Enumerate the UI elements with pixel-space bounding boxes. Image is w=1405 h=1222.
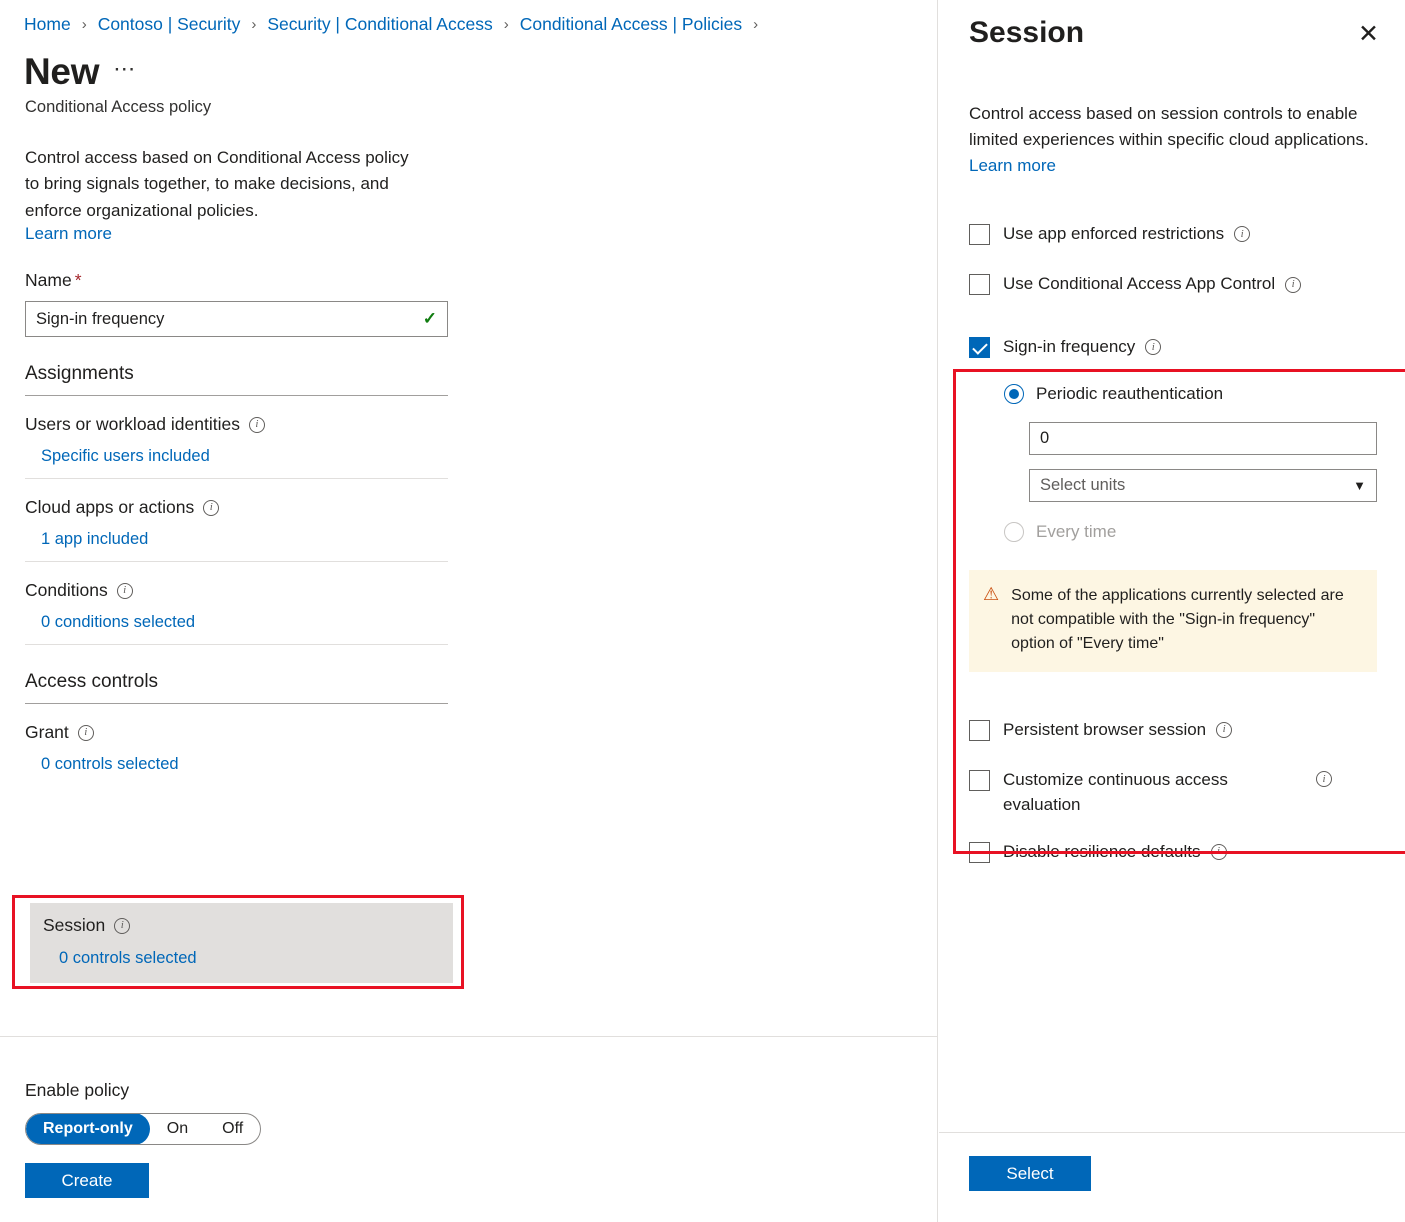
- page-header: [0, 35, 937, 90]
- page-subtitle: Conditional Access policy: [25, 98, 212, 116]
- breadcrumb-separator-icon: ›: [753, 16, 759, 33]
- option-label-wrapper: [1003, 222, 1250, 247]
- select-button[interactable]: Select: [969, 1156, 1091, 1191]
- session-panel-title: Session: [969, 16, 1085, 49]
- info-icon[interactable]: i: [1216, 722, 1232, 738]
- checkbox-disable-resilience-defaults[interactable]: [969, 842, 990, 863]
- toggle-option-report-only[interactable]: Report-only: [26, 1113, 150, 1145]
- info-icon[interactable]: i: [1285, 277, 1301, 293]
- option-label: Disable resilience defaults: [1003, 841, 1201, 861]
- option-customize-continuous-access-evaluation[interactable]: [939, 768, 1405, 817]
- form-description: Control access based on Conditional Access policy to bring signals together, to make decisions, and enforce organizational policies.: [25, 148, 409, 220]
- warning-text: Some of the applications currently selected are not compatible with the "Sign-in frequency" option of "Every time": [1011, 586, 1344, 652]
- assignment-row-cloud-apps: [25, 479, 448, 562]
- checkbox-customize-continuous-access-evaluation[interactable]: [969, 770, 990, 791]
- session-panel-footer: [939, 1132, 1405, 1222]
- grant-label-row: [25, 704, 448, 743]
- cloud-apps-label-row: [25, 479, 448, 518]
- conditions-value-link[interactable]: 0 conditions selected: [41, 613, 196, 632]
- option-disable-resilience-defaults[interactable]: [939, 840, 1405, 865]
- breadcrumb: [0, 0, 937, 35]
- users-value-link[interactable]: Specific users included: [41, 447, 210, 466]
- info-icon[interactable]: i: [114, 918, 130, 934]
- cloud-apps-value-link[interactable]: 1 app included: [41, 530, 149, 549]
- checkbox-use-app-enforced-restrictions[interactable]: [969, 224, 990, 245]
- option-persistent-browser-session[interactable]: [939, 718, 1405, 743]
- chevron-down-icon: ▼: [1353, 477, 1366, 493]
- info-icon[interactable]: i: [1234, 226, 1250, 242]
- checkbox-persistent-browser-session[interactable]: [969, 720, 990, 741]
- page-title: New: [24, 51, 100, 92]
- option-label-wrapper: [1003, 840, 1227, 865]
- info-icon[interactable]: i: [1145, 339, 1161, 355]
- enable-policy-label: Enable policy: [25, 1080, 130, 1100]
- option-label: Sign-in frequency: [1003, 336, 1136, 356]
- grant-value-link[interactable]: 0 controls selected: [41, 755, 179, 774]
- name-label-text: Name: [25, 270, 72, 291]
- create-button[interactable]: Create: [25, 1163, 149, 1198]
- radio-every-time-label: Every time: [1036, 521, 1117, 541]
- info-icon[interactable]: i: [1211, 844, 1227, 860]
- option-label: Use app enforced restrictions: [1003, 223, 1225, 243]
- radio-periodic-reauthentication[interactable]: [1004, 384, 1024, 404]
- option-label: Use Conditional Access App Control: [1003, 274, 1276, 294]
- access-control-row-grant: [25, 704, 448, 786]
- toggle-option-on[interactable]: On: [166, 1120, 189, 1137]
- required-indicator: *: [74, 270, 82, 291]
- units-dropdown[interactable]: [1029, 469, 1377, 502]
- access-control-row-session[interactable]: [30, 903, 453, 983]
- users-label: Users or workload identities: [25, 414, 240, 435]
- checkbox-use-conditional-access-app-control[interactable]: [969, 274, 990, 295]
- grant-label: Grant: [25, 722, 69, 743]
- radio-every-time-row[interactable]: [939, 522, 1405, 542]
- session-value-link[interactable]: 0 controls selected: [59, 949, 197, 967]
- session-panel-header: [939, 0, 1405, 53]
- close-icon[interactable]: ✕: [1358, 20, 1379, 48]
- breadcrumb-item-home[interactable]: Home: [24, 14, 71, 34]
- info-icon[interactable]: i: [1316, 771, 1332, 787]
- info-icon[interactable]: i: [117, 583, 133, 599]
- valid-check-icon: ✓: [422, 309, 437, 329]
- name-input-wrapper[interactable]: [25, 301, 448, 337]
- checkbox-sign-in-frequency[interactable]: [969, 337, 990, 358]
- breadcrumb-separator-icon: ›: [503, 16, 509, 33]
- radio-periodic-reauthentication-row[interactable]: [939, 384, 1405, 404]
- option-label-wrapper: [1003, 718, 1232, 743]
- option-sign-in-frequency[interactable]: [939, 335, 1405, 360]
- option-use-app-enforced-restrictions[interactable]: [939, 222, 1405, 247]
- session-panel: [939, 0, 1405, 1222]
- breadcrumb-item-contoso-security[interactable]: Contoso | Security: [97, 14, 241, 34]
- option-label: Persistent browser session: [1003, 719, 1207, 739]
- info-icon[interactable]: i: [203, 500, 219, 516]
- option-label-wrapper: [1003, 768, 1303, 817]
- learn-more-link[interactable]: Learn more: [25, 224, 112, 244]
- access-controls-heading: Access controls: [25, 671, 448, 704]
- cloud-apps-label: Cloud apps or actions: [25, 497, 195, 518]
- name-input[interactable]: [26, 302, 447, 336]
- compatibility-warning: [969, 570, 1377, 672]
- users-label-row: [25, 396, 448, 435]
- session-highlight-box: [12, 895, 464, 989]
- assignment-row-conditions: [25, 562, 448, 645]
- sign-in-frequency-value-input[interactable]: [1029, 422, 1377, 455]
- name-field-label: [0, 244, 937, 291]
- breadcrumb-separator-icon: ›: [251, 16, 257, 33]
- units-dropdown-value: Select units: [1040, 475, 1126, 494]
- info-icon[interactable]: i: [249, 417, 265, 433]
- info-icon[interactable]: i: [78, 725, 94, 741]
- session-panel-description: Control access based on session controls to enable limited experiences within specific cloud applications.: [969, 104, 1369, 150]
- enable-policy-toggle[interactable]: [25, 1113, 261, 1145]
- session-label: Session: [43, 915, 106, 935]
- option-label-wrapper: [1003, 335, 1161, 360]
- session-label-row: [30, 903, 453, 936]
- assignments-heading: Assignments: [25, 363, 448, 396]
- radio-periodic-label: Periodic reauthentication: [1036, 383, 1224, 403]
- footer-divider: [0, 1036, 938, 1037]
- option-use-conditional-access-app-control[interactable]: [939, 272, 1405, 297]
- option-label: Customize continuous access evaluation: [1003, 770, 1228, 814]
- warning-icon: ⚠: [983, 583, 1000, 604]
- radio-every-time[interactable]: [1004, 522, 1024, 542]
- conditions-label: Conditions: [25, 580, 108, 601]
- more-actions-icon[interactable]: ⋯: [113, 56, 137, 81]
- assignment-row-users: [25, 396, 448, 479]
- breadcrumb-item-conditional-access-policies[interactable]: Conditional Access | Policies: [519, 14, 743, 34]
- breadcrumb-separator-icon: ›: [81, 16, 87, 33]
- toggle-option-off[interactable]: Off: [222, 1120, 244, 1137]
- breadcrumb-item-security-conditional-access[interactable]: Security | Conditional Access: [267, 14, 493, 34]
- session-learn-more-link[interactable]: Learn more: [969, 155, 1056, 175]
- conditions-label-row: [25, 562, 448, 601]
- option-label-wrapper: [1003, 272, 1301, 297]
